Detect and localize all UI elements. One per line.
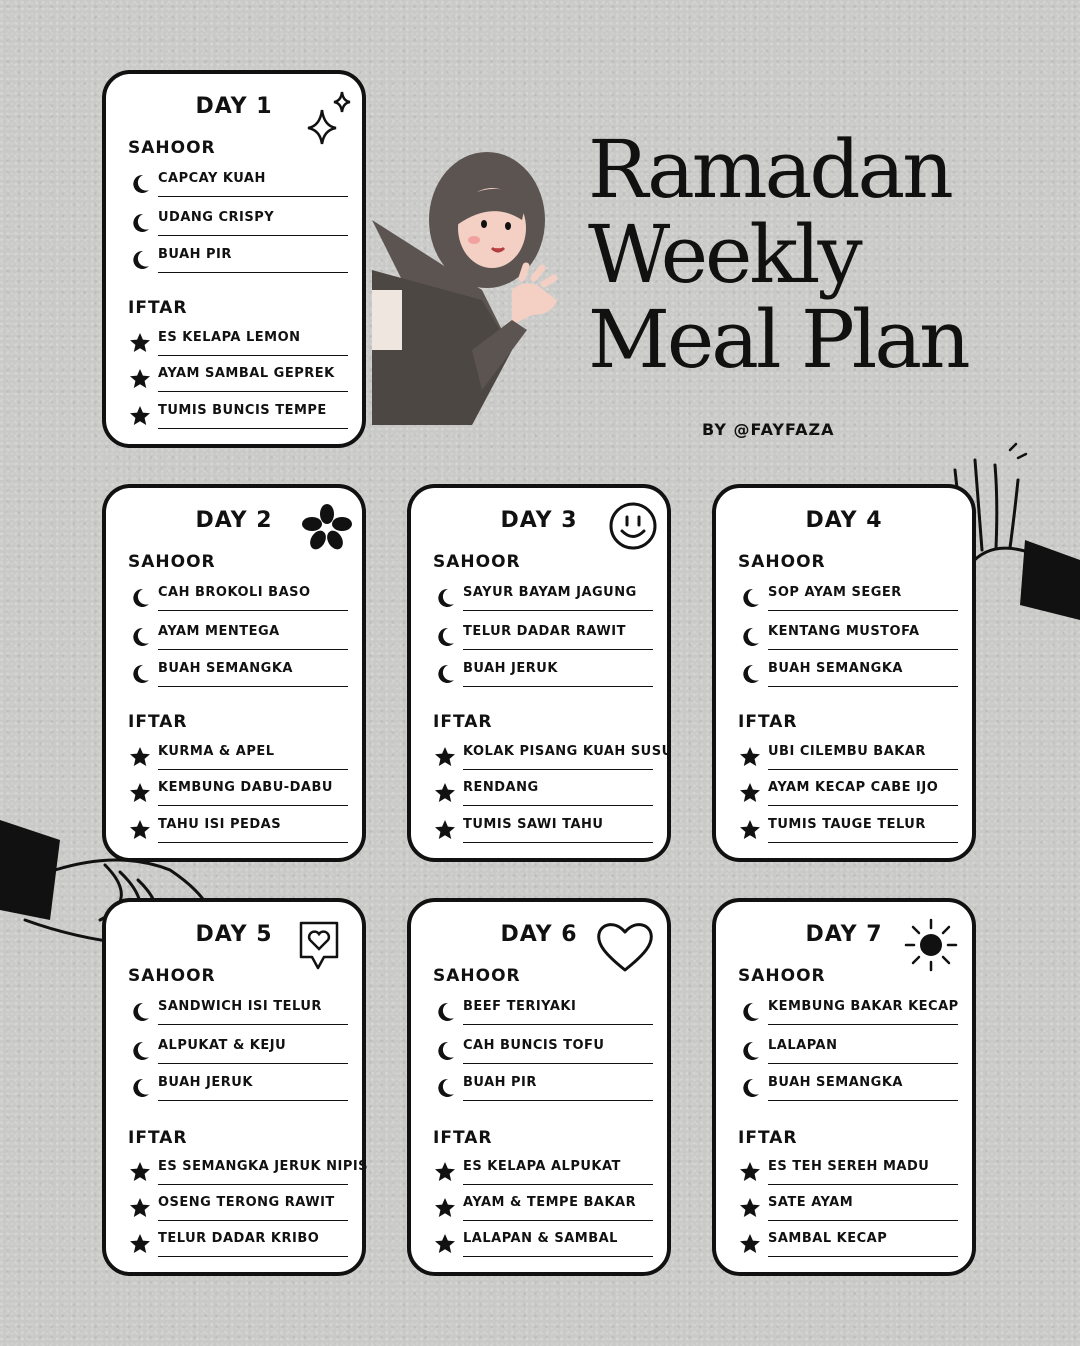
star-icon bbox=[128, 818, 152, 842]
item-text: BUAH SEMANGKA bbox=[768, 1075, 903, 1090]
crescent-moon-icon bbox=[128, 248, 152, 272]
item-text: ES KELAPA LEMON bbox=[158, 330, 301, 345]
item-text: SAYUR BAYAM JAGUNG bbox=[463, 585, 637, 600]
sahoor-item bbox=[738, 1074, 958, 1104]
day-card-1 bbox=[102, 70, 366, 448]
crescent-moon-icon bbox=[738, 662, 762, 686]
star-icon bbox=[738, 781, 762, 805]
item-text: KOLAK PISANG KUAH SUSU bbox=[463, 744, 673, 759]
title-line-1: Ramadan bbox=[588, 123, 951, 216]
crescent-moon-icon bbox=[128, 1076, 152, 1100]
iftar-item bbox=[433, 743, 673, 773]
day-title: DAY 1 bbox=[195, 94, 273, 119]
iftar-label: IFTAR bbox=[738, 712, 798, 732]
day-card-6 bbox=[407, 898, 671, 1276]
sahoor-label: SAHOOR bbox=[738, 966, 826, 986]
iftar-label: IFTAR bbox=[128, 298, 188, 318]
item-text: TUMIS BUNCIS TEMPE bbox=[158, 403, 327, 418]
item-text: RENDANG bbox=[463, 780, 539, 795]
sahoor-item bbox=[738, 998, 958, 1028]
star-icon bbox=[128, 331, 152, 355]
star-icon bbox=[738, 1232, 762, 1256]
item-text: AYAM SAMBAL GEPREK bbox=[158, 366, 335, 381]
sahoor-label: SAHOOR bbox=[128, 552, 216, 572]
day-card-4 bbox=[712, 484, 976, 862]
heart-icon bbox=[595, 916, 655, 976]
item-text: BUAH JERUK bbox=[158, 1075, 253, 1090]
star-icon bbox=[433, 745, 457, 769]
star-icon bbox=[738, 745, 762, 769]
item-text: KEMBUNG DABU-DABU bbox=[158, 780, 333, 795]
smiley-icon bbox=[607, 500, 659, 552]
sahoor-item bbox=[433, 584, 653, 614]
sun-icon bbox=[902, 916, 960, 974]
item-text: UBI CILEMBU BAKAR bbox=[768, 744, 926, 759]
sahoor-item bbox=[128, 660, 348, 690]
iftar-label: IFTAR bbox=[433, 1128, 493, 1148]
iftar-item bbox=[738, 1230, 958, 1260]
day-card-3 bbox=[407, 484, 671, 862]
star-icon bbox=[128, 1232, 152, 1256]
sahoor-item bbox=[128, 584, 348, 614]
item-text: LALAPAN bbox=[768, 1038, 838, 1053]
item-text: SATE AYAM bbox=[768, 1195, 854, 1210]
day-title: DAY 7 bbox=[805, 922, 883, 947]
sahoor-item bbox=[433, 660, 653, 690]
iftar-item bbox=[128, 1194, 348, 1224]
sahoor-label: SAHOOR bbox=[433, 966, 521, 986]
sahoor-item bbox=[738, 1037, 958, 1067]
crescent-moon-icon bbox=[128, 586, 152, 610]
crescent-moon-icon bbox=[128, 1000, 152, 1024]
iftar-item bbox=[128, 329, 348, 359]
iftar-item bbox=[433, 779, 653, 809]
item-text: TUMIS SAWI TAHU bbox=[463, 817, 604, 832]
star-icon bbox=[128, 745, 152, 769]
byline: BY @FAYFAZA bbox=[702, 420, 835, 439]
day-title: DAY 2 bbox=[195, 508, 273, 533]
crescent-moon-icon bbox=[433, 1000, 457, 1024]
item-text: KEMBUNG BAKAR KECAP bbox=[768, 999, 959, 1014]
sahoor-item bbox=[128, 209, 348, 239]
item-text: BUAH PIR bbox=[463, 1075, 537, 1090]
star-icon bbox=[738, 1196, 762, 1220]
item-text: BUAH JERUK bbox=[463, 661, 558, 676]
item-text: SOP AYAM SEGER bbox=[768, 585, 902, 600]
sahoor-item bbox=[128, 1037, 348, 1067]
iftar-item bbox=[738, 1194, 958, 1224]
day-card-5 bbox=[102, 898, 369, 1276]
iftar-item bbox=[128, 743, 348, 773]
star-icon bbox=[433, 1232, 457, 1256]
crescent-moon-icon bbox=[433, 1039, 457, 1063]
day-card-7 bbox=[712, 898, 976, 1276]
iftar-item bbox=[128, 779, 348, 809]
crescent-moon-icon bbox=[738, 586, 762, 610]
item-text: BEEF TERIYAKI bbox=[463, 999, 577, 1014]
iftar-item bbox=[128, 365, 348, 395]
item-text: KURMA & APEL bbox=[158, 744, 275, 759]
star-icon bbox=[433, 1160, 457, 1184]
title-line-3: Meal Plan bbox=[588, 293, 968, 386]
sahoor-item bbox=[128, 1074, 348, 1104]
item-text: SAMBAL KECAP bbox=[768, 1231, 888, 1246]
sahoor-item bbox=[433, 623, 653, 653]
item-text: LALAPAN & SAMBAL bbox=[463, 1231, 618, 1246]
iftar-item bbox=[128, 402, 348, 432]
sahoor-item bbox=[128, 623, 348, 653]
star-icon bbox=[128, 367, 152, 391]
item-text: CAH BROKOLI BASO bbox=[158, 585, 311, 600]
crescent-moon-icon bbox=[433, 1076, 457, 1100]
iftar-item bbox=[738, 816, 958, 846]
item-text: SANDWICH ISI TELUR bbox=[158, 999, 322, 1014]
sahoor-item bbox=[128, 246, 348, 276]
item-text: KENTANG MUSTOFA bbox=[768, 624, 920, 639]
sahoor-label: SAHOOR bbox=[128, 138, 216, 158]
iftar-item bbox=[433, 816, 653, 846]
crescent-moon-icon bbox=[128, 1039, 152, 1063]
sahoor-label: SAHOOR bbox=[128, 966, 216, 986]
sahoor-item bbox=[738, 584, 958, 614]
iftar-item bbox=[433, 1158, 653, 1188]
star-icon bbox=[433, 1196, 457, 1220]
sparkle-icon bbox=[306, 90, 356, 146]
item-text: ES SEMANGKA JERUK NIPIS bbox=[158, 1159, 369, 1174]
item-text: TELUR DADAR RAWIT bbox=[463, 624, 626, 639]
hijab-girl-illustration bbox=[362, 150, 562, 430]
item-text: AYAM & TEMPE BAKAR bbox=[463, 1195, 637, 1210]
crescent-moon-icon bbox=[433, 625, 457, 649]
iftar-label: IFTAR bbox=[128, 1128, 188, 1148]
item-text: AYAM MENTEGA bbox=[158, 624, 280, 639]
iftar-item bbox=[128, 1158, 369, 1188]
iftar-label: IFTAR bbox=[738, 1128, 798, 1148]
crescent-moon-icon bbox=[433, 586, 457, 610]
day-title: DAY 6 bbox=[500, 922, 578, 947]
iftar-label: IFTAR bbox=[433, 712, 493, 732]
day-title: DAY 5 bbox=[195, 922, 273, 947]
sahoor-item bbox=[128, 170, 348, 200]
sahoor-label: SAHOOR bbox=[738, 552, 826, 572]
item-text: ES TEH SEREH MADU bbox=[768, 1159, 930, 1174]
item-text: CAH BUNCIS TOFU bbox=[463, 1038, 605, 1053]
item-text: TAHU ISI PEDAS bbox=[158, 817, 282, 832]
item-text: BUAH SEMANGKA bbox=[158, 661, 293, 676]
star-icon bbox=[128, 404, 152, 428]
crescent-moon-icon bbox=[128, 662, 152, 686]
star-icon bbox=[128, 1196, 152, 1220]
crescent-moon-icon bbox=[738, 1039, 762, 1063]
sahoor-item bbox=[128, 998, 348, 1028]
crescent-moon-icon bbox=[738, 1000, 762, 1024]
sahoor-item bbox=[433, 1074, 653, 1104]
star-icon bbox=[433, 781, 457, 805]
iftar-item bbox=[738, 743, 958, 773]
crescent-moon-icon bbox=[128, 211, 152, 235]
title-line-2: Weekly bbox=[588, 208, 860, 301]
item-text: OSENG TERONG RAWIT bbox=[158, 1195, 335, 1210]
day-title: DAY 3 bbox=[500, 508, 578, 533]
item-text: TUMIS TAUGE TELUR bbox=[768, 817, 926, 832]
iftar-item bbox=[128, 1230, 348, 1260]
star-icon bbox=[738, 1160, 762, 1184]
item-text: BUAH PIR bbox=[158, 247, 232, 262]
item-text: ALPUKAT & KEJU bbox=[158, 1038, 287, 1053]
item-text: ES KELAPA ALPUKAT bbox=[463, 1159, 621, 1174]
day-card-2 bbox=[102, 484, 366, 862]
iftar-item bbox=[433, 1230, 653, 1260]
sahoor-item bbox=[738, 660, 958, 690]
sahoor-label: SAHOOR bbox=[433, 552, 521, 572]
item-text: BUAH SEMANGKA bbox=[768, 661, 903, 676]
crescent-moon-icon bbox=[738, 625, 762, 649]
item-text: TELUR DADAR KRIBO bbox=[158, 1231, 320, 1246]
iftar-label: IFTAR bbox=[128, 712, 188, 732]
star-icon bbox=[738, 818, 762, 842]
star-icon bbox=[128, 1160, 152, 1184]
day-title: DAY 4 bbox=[805, 508, 883, 533]
item-text: CAPCAY KUAH bbox=[158, 171, 266, 186]
sahoor-item bbox=[738, 623, 958, 653]
iftar-item bbox=[738, 779, 958, 809]
iftar-item bbox=[128, 816, 348, 846]
crescent-moon-icon bbox=[433, 662, 457, 686]
star-icon bbox=[433, 818, 457, 842]
iftar-item bbox=[433, 1194, 653, 1224]
crescent-moon-icon bbox=[128, 625, 152, 649]
star-icon bbox=[128, 781, 152, 805]
flower-icon bbox=[302, 504, 352, 550]
sahoor-item bbox=[433, 998, 653, 1028]
item-text: UDANG CRISPY bbox=[158, 210, 275, 225]
iftar-item bbox=[738, 1158, 958, 1188]
heart-speech-bubble-icon bbox=[296, 920, 342, 972]
crescent-moon-icon bbox=[128, 172, 152, 196]
crescent-moon-icon bbox=[738, 1076, 762, 1100]
item-text: AYAM KECAP CABE IJO bbox=[768, 780, 939, 795]
sahoor-item bbox=[433, 1037, 653, 1067]
